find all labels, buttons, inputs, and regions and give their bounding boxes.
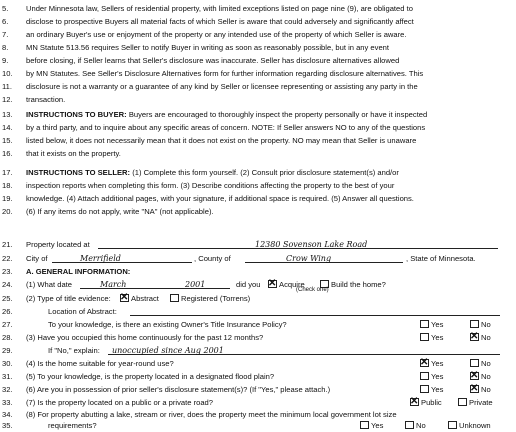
general-info-heading: A. GENERAL INFORMATION: [26, 267, 131, 276]
title-insurance-yes-checkbox[interactable] [420, 320, 429, 328]
seller-line: 19. knowledge. (4) Attach additional pages, with your signature, if additional space is required. (5) Answer all questions. [2, 194, 414, 203]
intro-line: 11. disclosure is not a warranty or a guarantee of any kind by Seller or licensee representing or assisting any party in the [2, 82, 418, 91]
seller-line: 17. INSTRUCTIONS TO SELLER: (1) Complete this form yourself. (2) Consult prior disclosure statement(s) and/or [2, 168, 399, 177]
acquire-year-value: 2001 [185, 280, 206, 289]
intro-line: 7. an ordinary Buyer's use or enjoyment of the property or any intended use of the property of which Seller is aware. [2, 30, 407, 39]
year-round-no-checkbox[interactable] [470, 359, 479, 367]
prior-disclosure-line: 32. (6) Are you in possession of prior seller's disclosure statement(s)? (If "Yes," please attach.) Yes ✕ No [0, 383, 516, 396]
city-county-line: 22. City of Merrifield , County of Crow Wing , State of Minnesota. [2, 254, 476, 263]
county-value: Crow Wing [286, 254, 332, 263]
year-round-yes-checkbox[interactable] [420, 359, 429, 367]
lot-size-requirements-line: 35. requirements? Yes No Unknown [2, 421, 491, 430]
occupied-explain-line: 29. If "No," explain: unoccupied since Aug 2001 [0, 344, 516, 357]
acquire-date-value: March [100, 280, 127, 289]
buyer-line: 13. INSTRUCTIONS TO BUYER: Buyers are encouraged to thoroughly inspect the property personally or have it inspected [2, 110, 428, 119]
acquire-checkbox[interactable] [268, 280, 277, 288]
city-field[interactable] [52, 252, 192, 263]
occupied-explain-value: unoccupied since Aug 2001 [112, 346, 224, 355]
flood-plain-yes-checkbox[interactable] [420, 372, 429, 380]
property-address-value: 12380 Sovenson Lake Road [255, 240, 368, 249]
prior-disclosure-yes-checkbox[interactable] [420, 385, 429, 393]
private-road-checkbox[interactable] [458, 398, 467, 406]
year-round-line: 30. (4) Is the home suitable for year-round use? ✕ Yes No [0, 357, 516, 370]
intro-line: 5. Under Minnesota law, Sellers of residential property, with limited exceptions listed on page nine (9), are obligated to [2, 4, 413, 13]
flood-plain-line: 31. (5) To your knowledge, is the property located in a designated flood plain? Yes ✕ No [0, 370, 516, 383]
intro-line: 10. by MN Statutes. See Seller's Disclosure Alternatives form for further information regarding disclosure alternatives. This [2, 69, 424, 78]
lot-size-no-checkbox[interactable] [405, 421, 414, 429]
seller-line: 18. inspection reports when completing this form. (3) Describe conditions affecting the property to the best of your [2, 181, 395, 190]
buyer-line: 14. by a third party, and to inquire about any specific areas of concern. NOTE: If Seller answers NO to any of the questions [2, 123, 426, 132]
property-address-line: 21. Property located at 12380 Sovenson Lake Road [0, 238, 516, 251]
intro-line: 8. MN Statute 513.56 requires Seller to notify Buyer in writing as soon as reasonably possible, but in any event [2, 43, 390, 52]
buyer-line: 16. that it exists on the property. [2, 149, 121, 158]
abstract-location-field[interactable] [130, 305, 500, 316]
intro-line: 12. transaction. [2, 95, 66, 104]
lot-size-line: 34. (8) For property abutting a lake, stream or river, does the property meet the minimum local government lot size [2, 410, 397, 419]
occupied-no-checkbox[interactable] [470, 333, 479, 341]
city-value: Merrifield [80, 254, 121, 263]
public-road-checkbox[interactable] [410, 398, 419, 406]
prior-disclosure-no-checkbox[interactable] [470, 385, 479, 393]
occupied-yes-checkbox[interactable] [420, 333, 429, 341]
abstract-location-line: 26. Location of Abstract: [0, 305, 516, 318]
occupied-line: 28. (3) Have you occupied this home continuously for the past 12 months? Yes ✕ No [0, 331, 516, 344]
lot-size-unknown-checkbox[interactable] [448, 421, 457, 429]
title-insurance-no-checkbox[interactable] [470, 320, 479, 328]
general-info-heading-line: 23. A. GENERAL INFORMATION: [2, 267, 131, 276]
flood-plain-no-checkbox[interactable] [470, 372, 479, 380]
road-type-line: 33. (7) Is the property located on a public or a private road? ✕ Public Private [0, 396, 516, 409]
lot-size-yes-checkbox[interactable] [360, 421, 369, 429]
seller-line: 20. (6) If any items do not apply, write "NA" (not applicable). [2, 207, 214, 216]
title-insurance-line: 27. To your knowledge, is there an existing Owner's Title Insurance Policy? Yes No [2, 320, 491, 329]
buyer-line: 15. listed below, it does not necessarily mean that it does not exist on the property. NO may mean that Seller is unaware [2, 136, 417, 145]
intro-line: 6. disclose to prospective Buyers all material facts of which Seller is aware that could adversely and significantly affect [2, 17, 414, 26]
acquire-date-line: 24. (1) What date March 2001 did you ✕ Acquire Build the home? (Check one) [0, 278, 516, 294]
abstract-checkbox[interactable] [120, 294, 129, 302]
title-evidence-line: 25. (2) Type of title evidence: ✕ Abstract Registered (Torrens) [0, 292, 516, 305]
registered-checkbox[interactable] [170, 294, 179, 302]
intro-line: 9. before closing, if Seller learns that Seller's disclosure was inaccurate. Seller has disclosure alternatives allowed [2, 56, 400, 65]
